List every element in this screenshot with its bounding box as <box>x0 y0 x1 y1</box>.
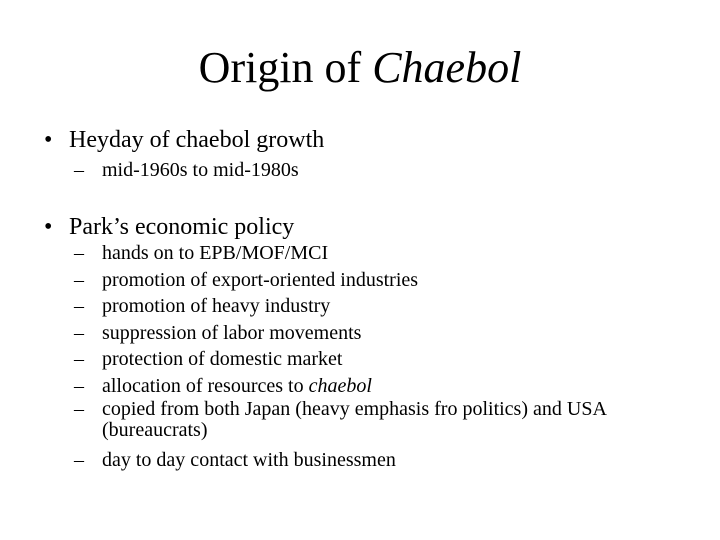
dash-marker: – <box>74 374 84 397</box>
dash-marker: – <box>74 295 84 317</box>
dash-marker: – <box>74 268 84 291</box>
bullet-text: Heyday of chaebol growth <box>69 127 325 153</box>
bullet-heyday <box>44 126 324 154</box>
list-item-italic: chaebol <box>308 374 372 397</box>
slide-title <box>0 40 720 96</box>
list-item <box>74 346 694 373</box>
list-item <box>74 293 694 320</box>
bullet-dot: • <box>44 127 53 153</box>
list-item-text: promotion of export-oriented industries <box>102 268 419 291</box>
list-item <box>74 399 694 441</box>
list-item <box>74 373 694 400</box>
list-item-text: day to day contact with businessmen <box>102 449 396 471</box>
dash-marker: – <box>74 348 84 370</box>
sublist-heyday <box>74 157 299 184</box>
dash-marker: – <box>74 159 84 181</box>
list-item-text: suppression of labor movements <box>102 321 362 344</box>
list-item <box>74 320 694 347</box>
list-item <box>74 240 694 267</box>
list-item-text: hands on to EPB/MOF/MCI <box>102 242 329 264</box>
list-item-text: copied from both Japan (heavy emphasis fro politics) and USA (bureaucrats) <box>102 398 606 441</box>
bullet-park-policy <box>44 213 294 241</box>
list-item-text: promotion of heavy industry <box>102 295 331 317</box>
slide-title-plain: Origin of <box>198 43 373 92</box>
dash-marker: – <box>74 449 84 471</box>
list-item-text: mid-1960s to mid-1980s <box>102 159 299 181</box>
list-item <box>74 157 299 184</box>
bullet-text: Park’s economic policy <box>69 214 295 240</box>
sublist-park-policy <box>74 240 694 474</box>
bullet-dot: • <box>44 214 53 240</box>
dash-marker: – <box>74 398 84 420</box>
list-item <box>74 267 694 294</box>
dash-marker: – <box>74 321 84 344</box>
list-item-text: protection of domestic market <box>102 348 343 370</box>
slide-title-italic: Chaebol <box>372 43 522 92</box>
list-item <box>74 447 694 474</box>
dash-marker: – <box>74 242 84 264</box>
list-item-text: allocation of resources to <box>102 374 309 397</box>
